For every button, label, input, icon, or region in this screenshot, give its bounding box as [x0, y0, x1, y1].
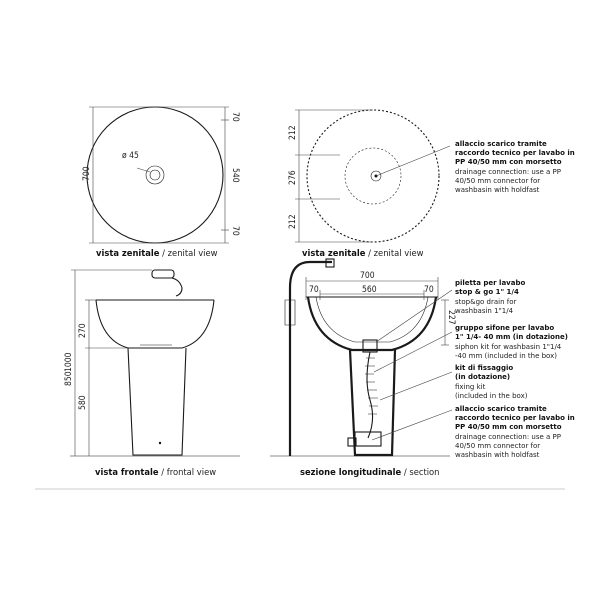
annotation-kit [455, 364, 528, 400]
svg-text:stop&go drain for: stop&go drain for [455, 298, 517, 306]
caption-frontal: vista frontale / frontal view [95, 467, 217, 477]
svg-text:-40 mm (included in the box): -40 mm (included in the box) [455, 352, 557, 360]
section-view [270, 259, 575, 477]
drain-inner-circle [150, 170, 160, 180]
dim-section-560: 560 [362, 285, 377, 295]
zenital-view-right [288, 110, 575, 258]
dim-212-top: 212 [288, 125, 298, 140]
svg-text:washbasin with holdfast: washbasin with holdfast [455, 186, 540, 194]
zenital-view-left [82, 107, 240, 258]
dim-section-700: 700 [360, 271, 375, 281]
siphon-pipe [367, 352, 373, 438]
dim-850: 850 [64, 371, 74, 386]
svg-text:drainage connection: use a PP: drainage connection: use a PP [455, 433, 561, 441]
caption-section: sezione longitudinale / section [300, 467, 440, 477]
svg-text:1" 1/4- 40 mm (in dotazione): 1" 1/4- 40 mm (in dotazione) [455, 333, 568, 341]
column-front [128, 348, 186, 455]
svg-text:raccordo tecnico per lavabo in: raccordo tecnico per lavabo in [455, 149, 575, 157]
svg-text:gruppo sifone per lavabo: gruppo sifone per lavabo [455, 324, 555, 332]
dim-580: 580 [78, 395, 88, 410]
svg-text:(included in the box): (included in the box) [455, 392, 528, 400]
faucet-lever [172, 278, 182, 296]
svg-text:PP 40/50 mm con morsetto: PP 40/50 mm con morsetto [455, 158, 562, 166]
svg-text:washbasin 1"1/4: washbasin 1"1/4 [455, 307, 514, 315]
basin-dashed-inner [345, 148, 401, 204]
basin-front [96, 300, 214, 348]
svg-text:allaccio scarico tramite: allaccio scarico tramite [455, 140, 547, 148]
svg-text:40/50 mm connector for: 40/50 mm connector for [455, 442, 541, 450]
dim-rim-bottom: 70 [230, 226, 240, 236]
drain-outer-circle [146, 166, 164, 184]
svg-text:washbasin with holdfast: washbasin with holdfast [455, 451, 540, 459]
dim-276: 276 [288, 170, 298, 185]
dim-rim-top: 70 [230, 112, 240, 122]
dim-section-rim-right: 70 [424, 285, 434, 295]
svg-text:stop & go 1" 1/4: stop & go 1" 1/4 [455, 288, 519, 296]
dim-212-bottom: 212 [288, 214, 298, 229]
siphon-trap [355, 432, 381, 446]
annotation-sifone [455, 324, 568, 360]
faucet-spout [152, 270, 174, 278]
dim-227: 227 [446, 310, 456, 325]
dim-1000: 1000 [64, 352, 74, 372]
dim-section-rim-left: 70 [309, 285, 319, 295]
svg-text:fixing kit: fixing kit [455, 383, 486, 391]
svg-text:siphon kit for washbasin 1"1/4: siphon kit for washbasin 1"1/4 [455, 343, 562, 351]
caption-zenital-right: vista zenitale / zenital view [302, 248, 424, 258]
svg-text:allaccio scarico tramite: allaccio scarico tramite [455, 405, 547, 413]
svg-text:kit di fissaggio: kit di fissaggio [455, 364, 514, 372]
annotation-drain-top [455, 140, 575, 194]
svg-text:PP 40/50 mm con morsetto: PP 40/50 mm con morsetto [455, 423, 562, 431]
dim-700: 700 [82, 166, 92, 181]
caption-zenital-left: vista zenitale / zenital view [96, 248, 218, 258]
annotation-drain-section [455, 405, 575, 459]
svg-text:drainage connection: use a PP: drainage connection: use a PP [455, 168, 561, 176]
svg-text:raccordo tecnico per lavabo in: raccordo tecnico per lavabo in [455, 414, 575, 422]
frontal-view [64, 270, 240, 477]
basin-outer-circle [87, 107, 223, 243]
annotation-piletta [455, 279, 525, 315]
drain-diameter-label: ø 45 [122, 151, 139, 161]
svg-text:piletta per lavabo: piletta per lavabo [455, 279, 526, 287]
svg-text:(in dotazione): (in dotazione) [455, 373, 511, 381]
dim-270: 270 [78, 323, 88, 338]
svg-text:40/50 mm connector for: 40/50 mm connector for [455, 177, 541, 185]
basin-dashed-outer [307, 110, 439, 242]
dim-540: 540 [230, 168, 240, 183]
